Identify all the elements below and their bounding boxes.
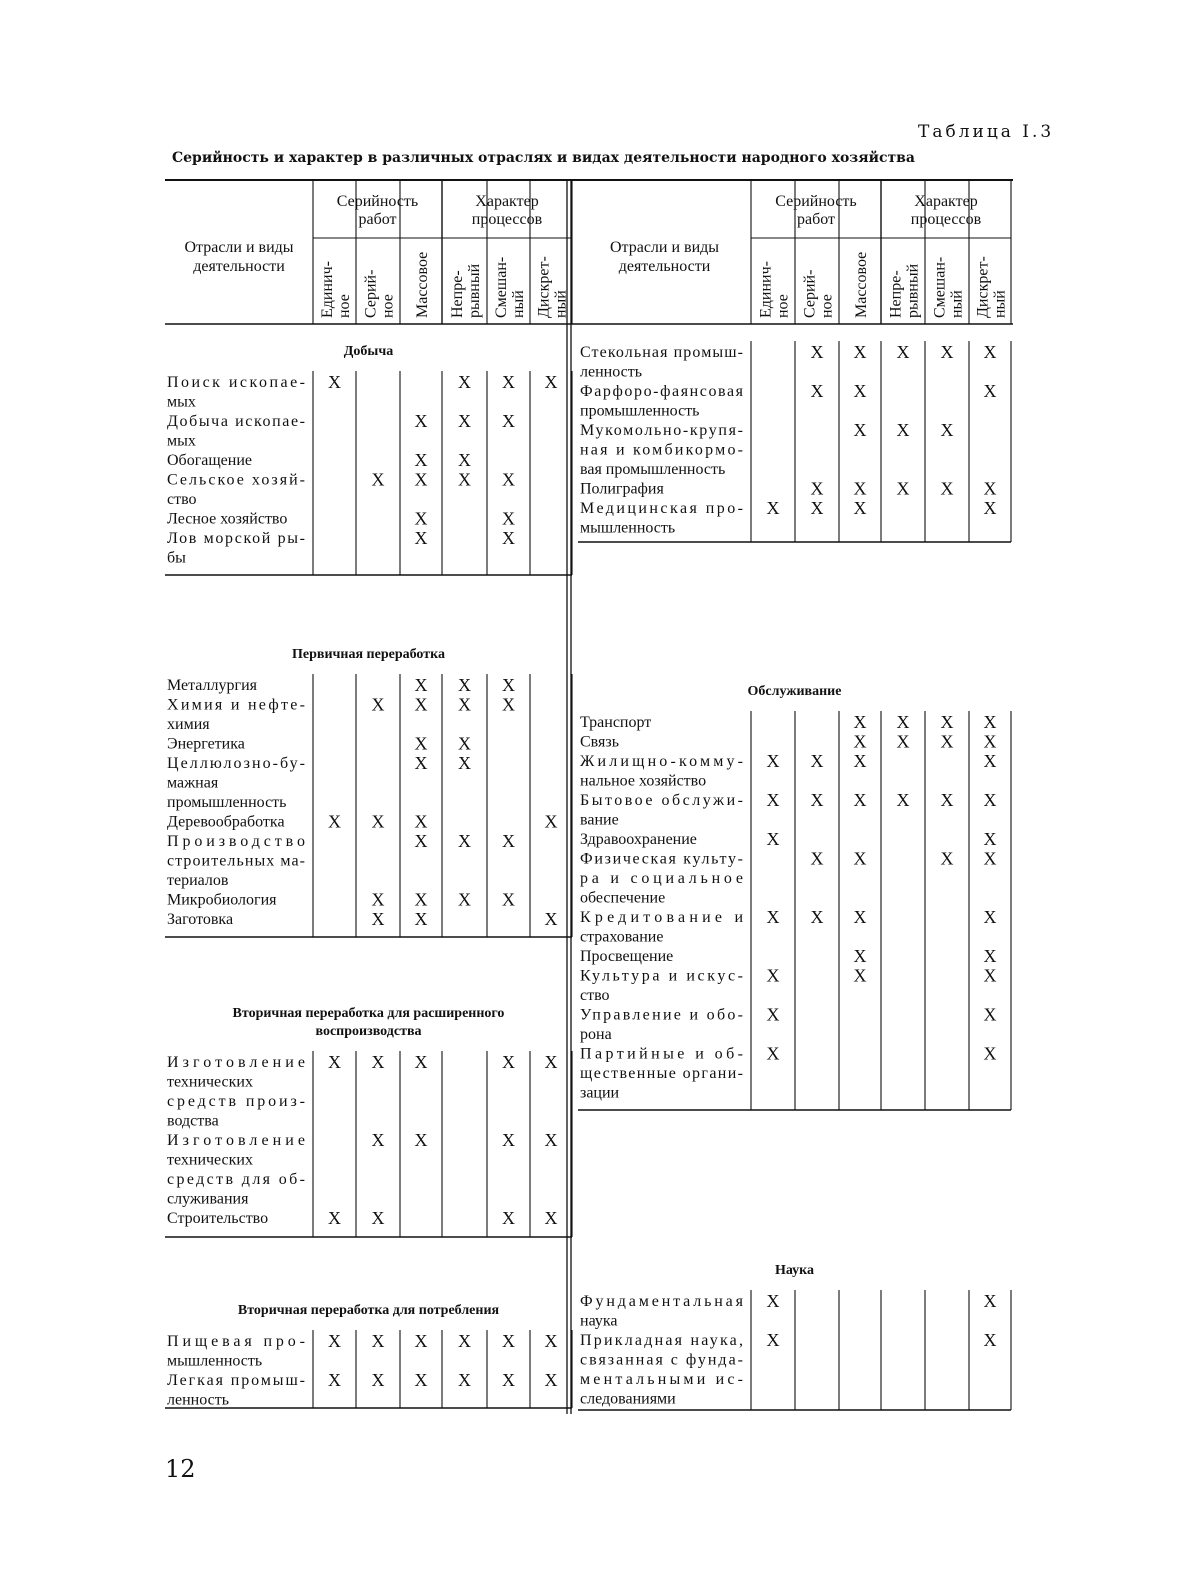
right-col-header: Единич- xyxy=(757,261,775,318)
row-label: Производство xyxy=(167,833,305,850)
right-row-label-header: деятельности xyxy=(618,258,711,275)
row-label: Просвещение xyxy=(580,948,674,965)
x-mark: X xyxy=(371,1052,385,1072)
row-label: технических xyxy=(167,1151,253,1169)
row-label: Жилищно-комму- xyxy=(580,753,743,770)
row-label: рона xyxy=(580,1026,612,1043)
row-label: вая промышленность xyxy=(580,461,726,478)
table-title: Серийность и характер в различных отраслях и видах деятельности народного хозяйства xyxy=(172,150,915,166)
x-mark: X xyxy=(502,694,515,715)
row-label: мышленность xyxy=(580,519,676,537)
x-mark: X xyxy=(853,965,867,986)
x-mark: X xyxy=(502,528,515,548)
x-mark: X xyxy=(371,469,385,490)
x-mark: X xyxy=(371,1331,385,1351)
right-col-header: ное xyxy=(774,294,792,318)
x-mark: X xyxy=(371,909,385,929)
x-mark: X xyxy=(458,372,471,392)
x-mark: X xyxy=(983,498,997,518)
row-label: Фарфоро-фаянсовая xyxy=(580,383,743,400)
x-mark: X xyxy=(940,848,954,869)
x-mark: X xyxy=(853,712,867,732)
row-label: Фундаментальная xyxy=(580,1293,743,1310)
row-label: технических xyxy=(167,1073,253,1091)
row-label: средств произ- xyxy=(167,1093,305,1110)
x-mark: X xyxy=(940,790,954,810)
row-label: Кредитование и xyxy=(580,909,743,926)
x-mark: X xyxy=(414,1130,428,1150)
x-mark: X xyxy=(414,831,428,851)
x-mark: X xyxy=(810,907,824,927)
row-label: водства xyxy=(167,1112,219,1130)
row-label: Управление и обо- xyxy=(580,1006,743,1024)
x-mark: X xyxy=(544,1052,558,1072)
left-row-label-header: Отрасли и виды xyxy=(184,239,294,256)
x-mark: X xyxy=(458,733,471,754)
x-mark: X xyxy=(810,790,824,810)
row-label: Целлюлозно-бу- xyxy=(167,755,305,772)
row-label: Строительство xyxy=(167,1210,269,1227)
x-mark: X xyxy=(414,1331,428,1351)
right-col-header: Серий- xyxy=(801,269,819,318)
x-mark: X xyxy=(810,342,824,362)
x-mark: X xyxy=(502,1052,515,1072)
x-mark: X xyxy=(983,751,997,771)
row-label: связанная с фунда- xyxy=(580,1351,743,1369)
x-mark: X xyxy=(940,731,954,752)
x-mark: X xyxy=(502,1331,515,1351)
x-mark: X xyxy=(414,889,428,910)
row-label: щественные органи- xyxy=(580,1065,743,1082)
row-label: промышленность xyxy=(580,402,700,420)
x-mark: X xyxy=(502,508,515,529)
x-mark: X xyxy=(414,733,428,754)
row-label: Сельское хозяй- xyxy=(167,471,305,489)
x-mark: X xyxy=(414,450,428,470)
x-mark: X xyxy=(458,411,471,431)
row-label: химия xyxy=(167,716,210,733)
row-label: Микробиология xyxy=(167,891,277,909)
x-mark: X xyxy=(371,811,385,832)
right-group-process-header: процессов xyxy=(910,211,982,228)
left-section-title: воспроизводства xyxy=(315,1024,422,1039)
x-mark: X xyxy=(983,1330,997,1350)
x-mark: X xyxy=(983,790,997,810)
x-mark: X xyxy=(458,1370,471,1390)
row-label: вание xyxy=(580,811,619,829)
x-mark: X xyxy=(810,478,824,499)
x-mark: X xyxy=(896,478,910,499)
x-mark: X xyxy=(896,731,910,752)
x-mark: X xyxy=(983,342,997,362)
x-mark: X xyxy=(544,1130,558,1150)
x-mark: X xyxy=(414,469,428,490)
row-label: ментальными ис- xyxy=(580,1371,743,1388)
x-mark: X xyxy=(328,811,341,832)
x-mark: X xyxy=(458,469,471,490)
row-label: Изготовление xyxy=(167,1132,305,1149)
left-col-header: ное xyxy=(336,294,353,318)
x-mark: X xyxy=(458,675,471,695)
row-label: обеспечение xyxy=(580,889,666,907)
x-mark: X xyxy=(502,831,515,851)
right-group-serial-header: Серийность xyxy=(775,193,857,210)
x-mark: X xyxy=(328,1331,341,1351)
row-label: средств для об- xyxy=(167,1171,305,1188)
x-mark: X xyxy=(940,478,954,499)
x-mark: X xyxy=(458,831,471,851)
x-mark: X xyxy=(853,751,867,771)
x-mark: X xyxy=(896,342,910,362)
left-section-title: Вторичная переработка для расширенного xyxy=(232,1006,505,1021)
x-mark: X xyxy=(458,450,471,470)
row-label: ство xyxy=(167,491,197,508)
page-number: 12 xyxy=(165,1455,196,1483)
x-mark: X xyxy=(853,946,867,966)
x-mark: X xyxy=(371,1370,385,1390)
x-mark: X xyxy=(458,889,471,910)
row-label: Лесное хозяйство xyxy=(167,510,288,528)
x-mark: X xyxy=(983,965,997,986)
x-mark: X xyxy=(896,712,910,732)
x-mark: X xyxy=(502,675,515,695)
row-label: Мукомольно-крупя- xyxy=(580,422,743,439)
x-mark: X xyxy=(544,1370,558,1390)
x-mark: X xyxy=(853,731,867,752)
x-mark: X xyxy=(766,829,780,849)
x-mark: X xyxy=(983,731,997,752)
right-col-header: Смешан- xyxy=(931,256,949,318)
x-mark: X xyxy=(896,420,910,440)
left-col-header: Массовое xyxy=(414,251,431,318)
row-label: Прикладная наука, xyxy=(580,1332,743,1349)
x-mark: X xyxy=(502,1208,515,1228)
row-label: Металлургия xyxy=(167,677,257,694)
x-mark: X xyxy=(544,1208,558,1228)
row-label: Легкая промыш- xyxy=(167,1372,305,1389)
x-mark: X xyxy=(853,381,867,401)
x-mark: X xyxy=(983,1291,997,1311)
row-label: Партийные и об- xyxy=(580,1045,743,1063)
x-mark: X xyxy=(940,712,954,732)
left-col-header: ный xyxy=(552,290,570,318)
left-col-header: Серий- xyxy=(362,269,380,318)
row-label: ство xyxy=(580,987,610,1004)
x-mark: X xyxy=(766,790,780,810)
right-section-title: Наука xyxy=(774,1263,815,1278)
row-label: зации xyxy=(580,1084,620,1102)
x-mark: X xyxy=(328,1208,341,1228)
x-mark: X xyxy=(766,751,780,771)
row-label: Лов морской ры- xyxy=(167,530,305,547)
x-mark: X xyxy=(983,848,997,869)
left-col-header: Непре- xyxy=(449,270,466,318)
row-label: Энергетика xyxy=(167,735,245,753)
x-mark: X xyxy=(853,907,867,927)
x-mark: X xyxy=(983,712,997,732)
row-label: Полиграфия xyxy=(580,480,664,498)
x-mark: X xyxy=(371,694,385,715)
row-label: строительных ма- xyxy=(167,852,305,870)
x-mark: X xyxy=(371,1208,385,1228)
row-label: бы xyxy=(167,549,186,567)
row-label: Заготовка xyxy=(167,911,234,928)
right-col-header: ное xyxy=(818,294,836,318)
left-group-process-header: Характер xyxy=(475,193,539,210)
left-col-header: рывный xyxy=(466,263,483,318)
x-mark: X xyxy=(853,498,867,518)
row-label: Стекольная промыш- xyxy=(580,344,743,361)
x-mark: X xyxy=(983,946,997,966)
right-col-header: Массовое xyxy=(853,251,870,318)
row-label: Связь xyxy=(580,733,619,751)
left-section-title: Первичная переработка xyxy=(292,647,445,662)
x-mark: X xyxy=(853,342,867,362)
x-mark: X xyxy=(328,372,341,392)
row-label: Физическая культу- xyxy=(580,850,743,868)
x-mark: X xyxy=(853,790,867,810)
x-mark: X xyxy=(502,411,515,431)
x-mark: X xyxy=(983,1043,997,1064)
left-col-header: ное xyxy=(379,294,397,318)
x-mark: X xyxy=(810,751,824,771)
x-mark: X xyxy=(766,907,780,927)
x-mark: X xyxy=(810,848,824,869)
row-label: наука xyxy=(580,1312,618,1330)
x-mark: X xyxy=(766,965,780,986)
x-mark: X xyxy=(414,1052,428,1072)
x-mark: X xyxy=(414,909,428,929)
x-mark: X xyxy=(766,1330,780,1350)
x-mark: X xyxy=(544,372,558,392)
row-label: служивания xyxy=(167,1190,249,1208)
row-label: Культура и искус- xyxy=(580,967,743,985)
x-mark: X xyxy=(458,1331,471,1351)
left-group-serial-header: работ xyxy=(358,211,397,228)
row-label: Здравоохранение xyxy=(580,831,697,848)
x-mark: X xyxy=(414,528,428,548)
right-col-header: ный xyxy=(948,290,966,318)
row-label: нальное хозяйство xyxy=(580,772,707,790)
right-row-label-header: Отрасли и виды xyxy=(609,239,720,256)
row-label: Химия и нефте- xyxy=(167,696,305,714)
x-mark: X xyxy=(414,753,428,773)
row-label: ленность xyxy=(167,1391,229,1409)
left-section-title: Вторичная переработка для потребления xyxy=(237,1303,500,1318)
x-mark: X xyxy=(766,1043,780,1064)
x-mark: X xyxy=(502,1370,515,1390)
row-label: Обогащение xyxy=(167,452,253,469)
right-section-title: Обслуживание xyxy=(747,684,842,699)
right-group-process-header: Характер xyxy=(914,193,978,210)
x-mark: X xyxy=(502,372,515,392)
row-label: мышленность xyxy=(167,1352,263,1370)
row-label: Транспорт xyxy=(580,714,652,731)
x-mark: X xyxy=(810,498,824,518)
right-col-header: Дискрет- xyxy=(974,256,992,318)
x-mark: X xyxy=(502,469,515,490)
row-label: ная и комбикормо- xyxy=(580,441,743,459)
left-section-title: Добыча xyxy=(343,344,394,359)
row-label: ра и социальное xyxy=(580,870,743,887)
row-label: страхование xyxy=(580,928,664,946)
x-mark: X xyxy=(328,1052,341,1072)
right-col-header: ный xyxy=(991,290,1009,318)
x-mark: X xyxy=(940,420,954,440)
row-label: Поиск ископае- xyxy=(167,374,305,391)
left-col-header: Смешан- xyxy=(493,256,510,318)
x-mark: X xyxy=(328,1370,341,1390)
x-mark: X xyxy=(983,829,997,849)
x-mark: X xyxy=(544,811,558,832)
x-mark: X xyxy=(853,478,867,499)
right-col-header: Непре- xyxy=(887,270,905,318)
row-label: Пищевая про- xyxy=(167,1333,305,1350)
x-mark: X xyxy=(983,478,997,499)
x-mark: X xyxy=(502,1130,515,1150)
x-mark: X xyxy=(544,909,558,929)
x-mark: X xyxy=(414,508,428,529)
x-mark: X xyxy=(458,694,471,715)
x-mark: X xyxy=(853,848,867,869)
row-label: Изготовление xyxy=(167,1054,305,1071)
x-mark: X xyxy=(766,498,780,518)
row-label: следованиями xyxy=(580,1390,676,1408)
table-number: Таблица I.3 xyxy=(918,122,1055,142)
left-group-process-header: процессов xyxy=(471,211,543,228)
right-group-serial-header: работ xyxy=(796,211,836,228)
row-label: мажная xyxy=(167,774,219,792)
row-label: Деревообработка xyxy=(167,813,285,831)
row-label: Бытовое обслужи- xyxy=(580,792,743,809)
x-mark: X xyxy=(544,1331,558,1351)
x-mark: X xyxy=(414,694,428,715)
x-mark: X xyxy=(414,411,428,431)
row-label: Добыча ископае- xyxy=(167,413,305,430)
right-col-header: рывный xyxy=(904,263,922,318)
row-label: ленность xyxy=(580,363,642,381)
row-label: Медицинская про- xyxy=(580,500,743,517)
row-label: промышленность xyxy=(167,794,287,811)
x-mark: X xyxy=(983,1004,997,1025)
x-mark: X xyxy=(414,811,428,832)
x-mark: X xyxy=(766,1004,780,1025)
row-label: мых xyxy=(167,393,196,411)
left-col-header: ный xyxy=(510,290,527,318)
left-group-serial-header: Серийность xyxy=(336,193,419,210)
x-mark: X xyxy=(371,1130,385,1150)
left-col-header: Единич- xyxy=(319,261,336,318)
x-mark: X xyxy=(414,675,428,695)
x-mark: X xyxy=(853,420,867,440)
left-row-label-header: деятельности xyxy=(193,258,285,275)
x-mark: X xyxy=(983,381,997,401)
x-mark: X xyxy=(896,790,910,810)
x-mark: X xyxy=(502,889,515,910)
x-mark: X xyxy=(983,907,997,927)
x-mark: X xyxy=(414,1370,428,1390)
x-mark: X xyxy=(371,889,385,910)
x-mark: X xyxy=(940,342,954,362)
x-mark: X xyxy=(810,381,824,401)
x-mark: X xyxy=(766,1291,780,1311)
x-mark: X xyxy=(458,753,471,773)
row-label: мых xyxy=(167,432,196,450)
left-col-header: Дискрет- xyxy=(535,256,553,318)
row-label: териалов xyxy=(167,872,229,889)
